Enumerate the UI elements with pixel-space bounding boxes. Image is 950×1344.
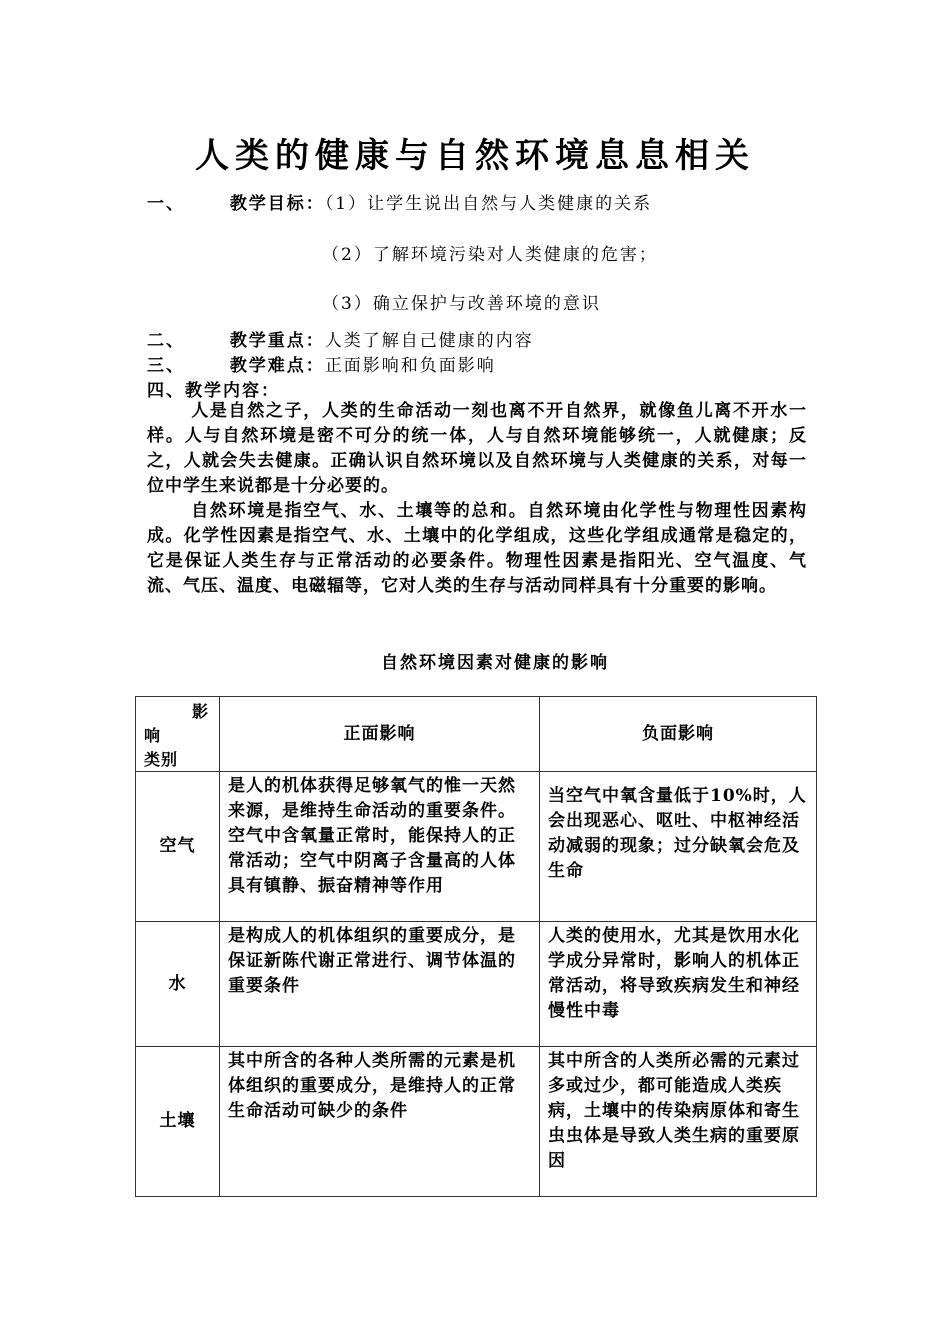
corner-label-bottom: 类别 [144, 750, 179, 769]
corner-label-top: 影 [191, 702, 209, 721]
category-cell: 土壤 [136, 1047, 220, 1197]
section-number: 二、 [147, 331, 185, 351]
paragraph: 人是自然之子，人类的生命活动一刻也离不开自然界，就像鱼儿离不开水一样。人与自然环境是密不可分的统一体，人与自然环境能够统一，人就健康；反之，人就会失去健康。正确认识自然环境以及自然环境与人类健康的关系，对每一位中学生来说都是十分必要的。 [147, 401, 807, 496]
corner-cell [136, 697, 220, 772]
positive-cell: 其中所含的各种人类所需的元素是机体组织的重要成分，是维持人的正常生命活动可缺少的条件 [220, 1047, 540, 1197]
objective-3: （3）确立保护与改善环境的意识 [322, 294, 601, 314]
table-row [136, 772, 817, 922]
header-positive: 正面影响 [220, 697, 540, 772]
corner-label-mid: 响 [144, 726, 162, 745]
section-content-label: 四、教学内容： [147, 381, 280, 401]
objective-1: （1）让学生说出自然与人类健康的关系 [324, 194, 653, 214]
difficulties-text: 正面影响和负面影响 [324, 356, 496, 376]
table-row [136, 922, 817, 1047]
health-impact-table [135, 696, 817, 1197]
table-row [136, 1047, 817, 1197]
negative-cell: 当空气中氧含量低于10%时，人会出现恶心、呕吐、中枢神经活动减弱的现象；过分缺氧会危及生命 [540, 772, 817, 922]
category-cell: 空气 [136, 772, 220, 922]
section-objectives [147, 189, 652, 214]
section-number: 一、 [147, 194, 185, 214]
page-title: 人类的健康与自然环境息息相关 [195, 136, 755, 176]
positive-cell: 是人的机体获得足够氧气的惟一天然来源，是维持生命活动的重要条件。空气中含氧量正常时，能保持人的正常活动；空气中阴离子含量高的人体具有镇静、振奋精神等作用 [220, 772, 540, 922]
key-points-text: 人类了解自己健康的内容 [324, 331, 534, 351]
section-label: 教学目标： [229, 194, 325, 214]
objective-2: （2）了解环境污染对人类健康的危害； [322, 245, 658, 265]
header-negative: 负面影响 [540, 697, 817, 772]
section-label: 教学难点： [229, 356, 325, 376]
section-label: 教学重点： [229, 331, 325, 351]
table-caption: 自然环境因素对健康的影响 [381, 653, 609, 673]
section-key-points [147, 326, 534, 351]
section-number: 三、 [147, 356, 185, 376]
paragraph: 自然环境是指空气、水、土壤等的总和。自然环境由化学性与物理性因素构成。化学性因素是指空气、水、土壤中的化学组成，这些化学组成通常是稳定的，它是保证人类生存与正常活动的必要条件。物理性因素是指阳光、空气温度、气流、气压、温度、电磁辐等，它对人类的生存与活动同样具有十分重要的影响。 [147, 501, 807, 596]
category-cell: 水 [136, 922, 220, 1047]
negative-cell: 人类的使用水，尤其是饮用水化学成分异常时，影响人的机体正常活动，将导致疾病发生和神经慢性中毒 [540, 922, 817, 1047]
positive-cell: 是构成人的机体组织的重要成分，是保证新陈代谢正常进行、调节体温的重要条件 [220, 922, 540, 1047]
content-body [147, 399, 807, 599]
section-difficulties [147, 351, 496, 376]
table-header-row [136, 697, 817, 772]
negative-cell: 其中所含的人类所必需的元素过多或过少，都可能造成人类疾病，土壤中的传染病原体和寄生虫虫体是导致人类生病的重要原因 [540, 1047, 817, 1197]
